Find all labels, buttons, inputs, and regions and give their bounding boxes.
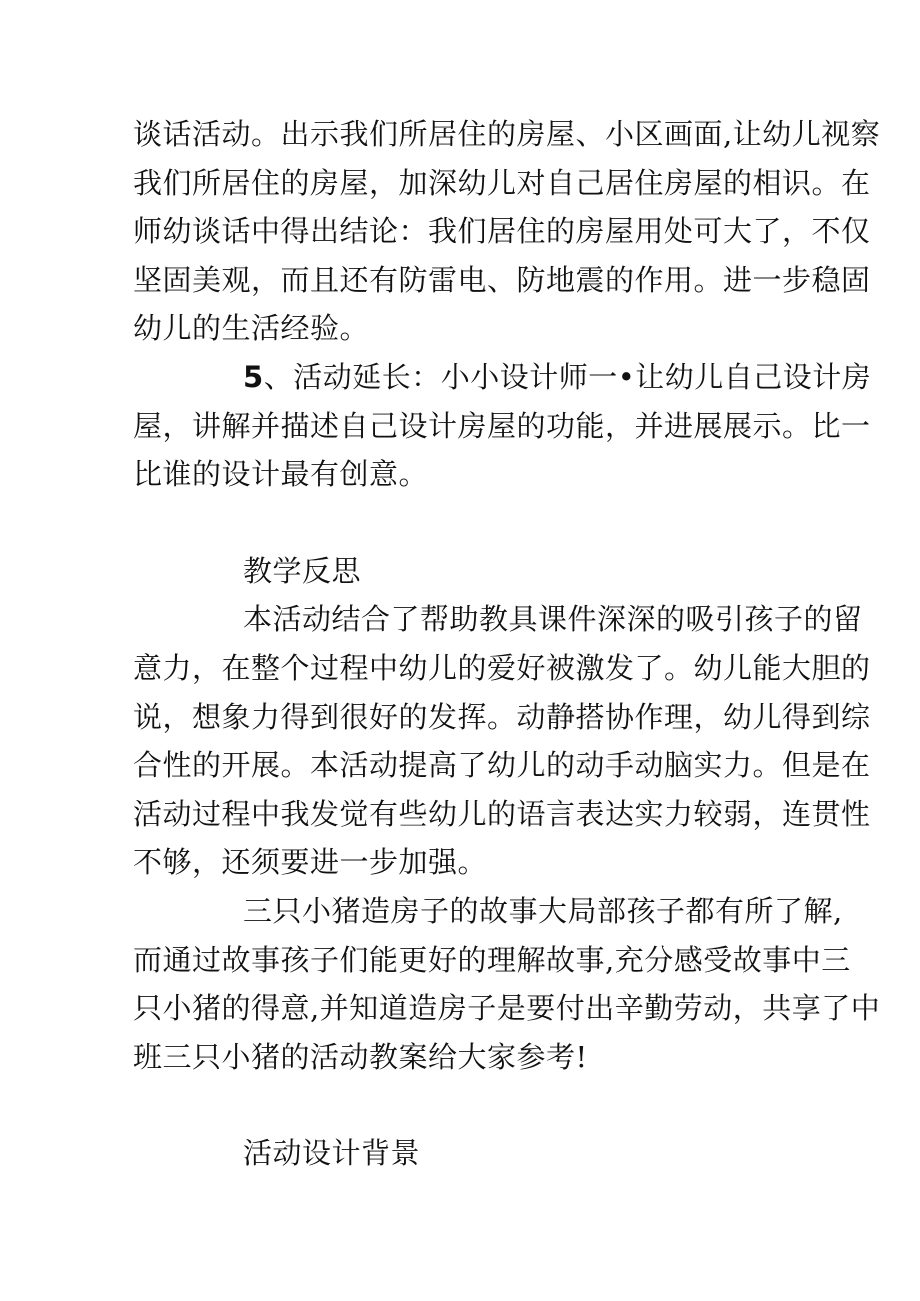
paragraph-line: 比谁的设计最有创意。 [133, 457, 429, 492]
paragraph-line: 师幼谈话中得出结论：我们居住的房屋用处可大了，不仅 [133, 214, 871, 249]
section-spacer [133, 1081, 805, 1129]
paragraph-line: 活动过程中我发觉有些幼儿的语言表达实力较弱，连贯性 [133, 796, 871, 831]
design-background-heading: 活动设计背景 [243, 1136, 421, 1171]
paragraph-line: 而通过故事孩子们能更好的理解故事,充分感受故事中三 [133, 942, 851, 977]
paragraph-line: 班三只小猪的活动教案给大家参考! [133, 1039, 588, 1074]
paragraph-line: 说，想象力得到很好的发挥。动静搭协作理，幼儿得到综 [133, 699, 871, 734]
step-number: 5 [243, 359, 264, 394]
paragraph-line: 不够，还须要进一步加强。 [133, 845, 488, 880]
step-5-paragraph [133, 353, 872, 499]
paragraph-line: 坚固美观，而且还有防雷电、防地震的作用。进一步稳固 [133, 262, 871, 297]
paragraph-line: 合性的开展。本活动提高了幼儿的动手动脑实力。但是在 [133, 748, 871, 783]
step-text: 、活动延长：小小设计师一•让幼儿自己设计房 [263, 359, 872, 394]
paragraph-line: 三只小猪造房子的故事大局部孩子都有所了解, [243, 893, 843, 928]
reflection-heading: 教学反思 [243, 553, 362, 588]
paragraph-line: 谈话活动。出示我们所居住的房屋、小区画面,让幼儿视察 [133, 117, 881, 151]
paragraph-line: 本活动结合了帮助教具课件深深的吸引孩子的留 [243, 602, 863, 637]
document-body [133, 110, 881, 1178]
paragraph-line: 我们所居住的房屋，加深幼儿对自己居住房屋的相识。在 [133, 165, 871, 200]
paragraph-line [133, 353, 872, 402]
paragraph-line: 屋，讲解并描述自己设计房屋的功能，并进展展示。比一 [133, 408, 871, 443]
section-spacer [133, 499, 805, 547]
reflection-paragraph-2 [133, 887, 881, 1081]
paragraph-line: 意力，在整个过程中幼儿的爱好被激发了。幼儿能大胆的 [133, 650, 871, 685]
paragraph-line: 只小猪的得意,并知道造房子是要付出辛勤劳动，共享了中 [133, 991, 881, 1026]
reflection-paragraph-1 [133, 595, 871, 887]
paragraph-line: 幼儿的生活经验。 [133, 311, 370, 346]
talk-activity-paragraph [133, 110, 881, 353]
